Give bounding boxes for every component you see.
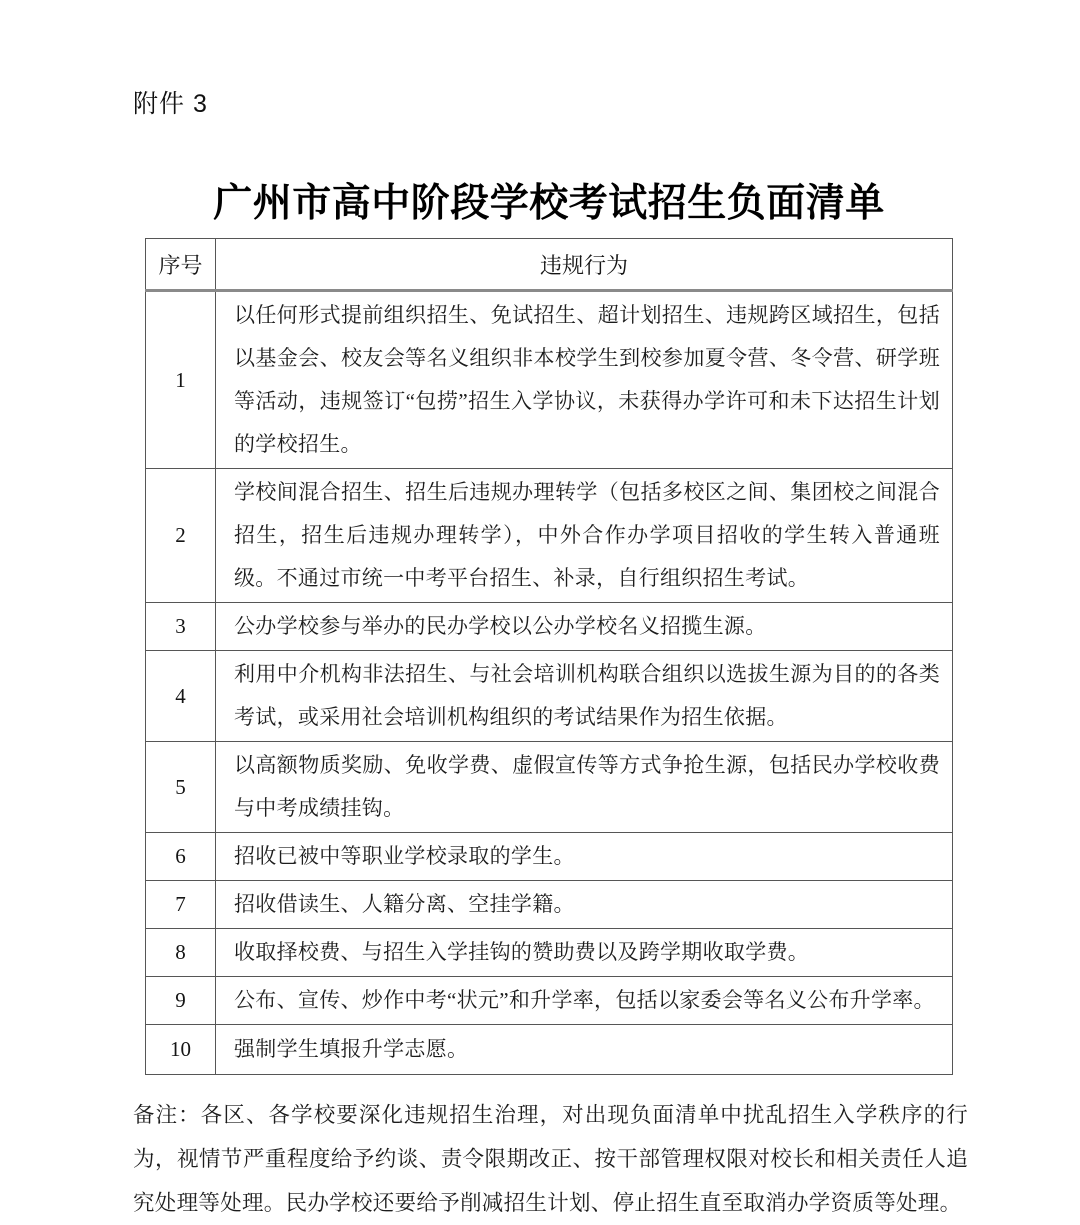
note-paragraph: 备注：各区、各学校要深化违规招生治理，对出现负面清单中扰乱招生入学秩序的行为，视情节严重程度给予约谈、责令限期改正、按干部管理权限对校长和相关责任人追究处理等处理。民办学校还要给予削减招生计划、停止招生直至取消办学资质等处理。 (133, 1103, 968, 1215)
violation-text-cell: 学校间混合招生、招生后违规办理转学（包括多校区之间、集团校之间混合招生，招生后违规办理转学），中外合作办学项目招收的学生转入普通班级。不通过市统一中考平台招生、补录，自行组织招生考试。 (216, 469, 953, 603)
violations-table-body (146, 291, 953, 1075)
row-number-cell: 8 (146, 929, 216, 977)
table-row (146, 651, 953, 742)
row-number-cell: 6 (146, 833, 216, 881)
table-row (146, 833, 953, 881)
header-cell-behavior: 违规行为 (216, 239, 953, 291)
document-title: 广州市高中阶段学校考试招生负面清单 (213, 182, 885, 225)
violation-text-cell: 收取择校费、与招生入学挂钩的赞助费以及跨学期收取学费。 (216, 929, 953, 977)
violation-text-cell: 招收已被中等职业学校录取的学生。 (216, 833, 953, 881)
row-number-cell: 10 (146, 1025, 216, 1075)
table-row (146, 742, 953, 833)
table-row (146, 1025, 953, 1075)
row-number-cell: 3 (146, 603, 216, 651)
table-row (146, 469, 953, 603)
row-number-cell: 9 (146, 977, 216, 1025)
violation-text-cell: 以任何形式提前组织招生、免试招生、超计划招生、违规跨区域招生，包括以基金会、校友会等名义组织非本校学生到校参加夏令营、冬令营、研学班等活动，违规签订“包捞”招生入学协议，未获得办学许可和未下达招生计划的学校招生。 (216, 291, 953, 469)
table-row (146, 929, 953, 977)
violation-text-cell: 以高额物质奖励、免收学费、虚假宣传等方式争抢生源，包括民办学校收费与中考成绩挂钩。 (216, 742, 953, 833)
header-cell-number: 序号 (146, 239, 216, 291)
row-number-cell: 2 (146, 469, 216, 603)
attachment-label: 附件 3 (133, 90, 208, 118)
table-header-row (146, 239, 953, 291)
violation-text-cell: 强制学生填报升学志愿。 (216, 1025, 953, 1075)
table-row (146, 977, 953, 1025)
table-row (146, 291, 953, 469)
table-header (146, 239, 953, 291)
table-row (146, 881, 953, 929)
violation-text-cell: 招收借读生、人籍分离、空挂学籍。 (216, 881, 953, 929)
violations-table (145, 238, 953, 1075)
row-number-cell: 5 (146, 742, 216, 833)
row-number-cell: 4 (146, 651, 216, 742)
violation-text-cell: 公办学校参与举办的民办学校以公办学校名义招揽生源。 (216, 603, 953, 651)
violation-text-cell: 公布、宣传、炒作中考“状元”和升学率，包括以家委会等名义公布升学率。 (216, 977, 953, 1025)
table-row (146, 603, 953, 651)
row-number-cell: 7 (146, 881, 216, 929)
row-number-cell: 1 (146, 291, 216, 469)
violation-text-cell: 利用中介机构非法招生、与社会培训机构联合组织以选拔生源为目的的各类考试，或采用社会培训机构组织的考试结果作为招生依据。 (216, 651, 953, 742)
